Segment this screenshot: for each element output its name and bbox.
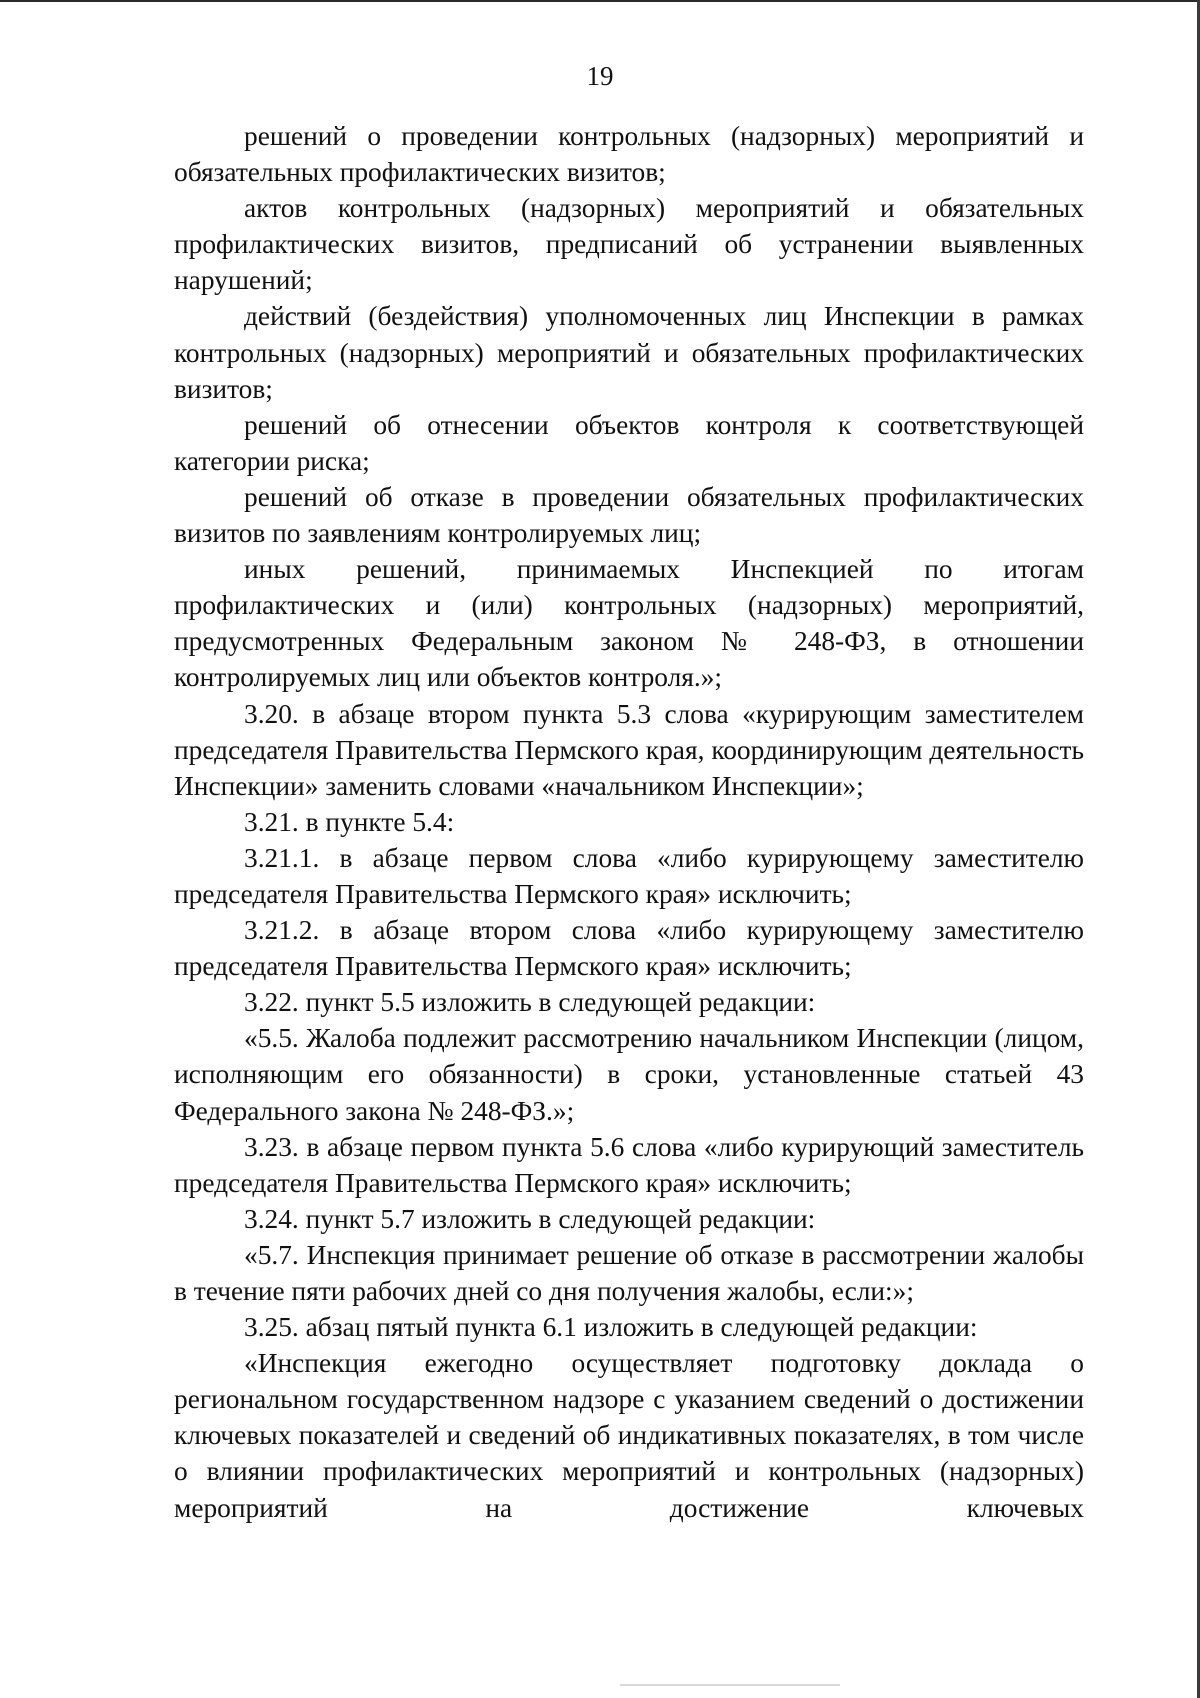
paragraph-13: 3.23. в абзаце первом пункта 5.6 слова «либо курирующий заместитель председателя Правительства Пермского края» исключить;	[174, 1131, 1084, 1198]
paragraph-3: действий (бездействия) уполномоченных лиц Инспекции в рамках контрольных (надзорных) мероприятий и обязательных профилактических визитов;	[174, 301, 1084, 404]
paragraph-17: «Инспекция ежегодно осуществляет подготовку доклада о региональном государственном надзоре с указанием сведений о достижении ключевых показателей и сведений об индикативных показателях, в том числе о влиянии профилактических мероприятий и контрольных (надзорных) мероприятий на достижение ключевых	[174, 1348, 1084, 1523]
paragraph-4: решений об отнесении объектов контроля к соответствующей категории риска;	[174, 409, 1084, 476]
paragraph-1: решений о проведении контрольных (надзорных) мероприятий и обязательных профилактических визитов;	[174, 121, 1084, 188]
paragraph-15: «5.7. Инспекция принимает решение об отказе в рассмотрении жалобы в течение пяти рабочих дней со дня получения жалобы, если:»;	[174, 1239, 1084, 1306]
paragraph-9: 3.21.1. в абзаце первом слова «либо курирующему заместителю председателя Правительства Пермского края» исключить;	[174, 842, 1084, 909]
scan-artifact	[620, 1684, 840, 1686]
paragraph-6: иных решений, принимаемых Инспекцией по итогам профилактических и (или) контрольных (надзорных) мероприятий, предусмотренных Федеральным законом № 248-ФЗ, в отношении контролируемых лиц или объектов контроля.»;	[174, 554, 1084, 693]
paragraph-2: актов контрольных (надзорных) мероприятий и обязательных профилактических визитов, предписаний об устранении выявленных нарушений;	[174, 193, 1084, 296]
paragraph-14: 3.24. пункт 5.7 изложить в следующей редакции:	[244, 1203, 816, 1234]
page-number: 19	[586, 61, 614, 91]
paragraph-11: 3.22. пункт 5.5 изложить в следующей редакции:	[244, 987, 816, 1018]
scan-edge-top	[0, 0, 1200, 2]
document-body	[174, 118, 1084, 1526]
paragraph-16: 3.25. абзац пятый пункта 6.1 изложить в следующей редакции:	[244, 1312, 978, 1343]
paragraph-10: 3.21.2. в абзаце втором слова «либо курирующему заместителю председателя Правительства Пермского края» исключить;	[174, 915, 1084, 982]
paragraph-8: 3.21. в пункте 5.4:	[244, 806, 455, 837]
paragraph-12: «5.5. Жалоба подлежит рассмотрению начальником Инспекции (лицом, исполняющим его обязанности) в сроки, установленные статьей 43 Федерального закона № 248-ФЗ.»;	[174, 1023, 1084, 1126]
paragraph-5: решений об отказе в проведении обязательных профилактических визитов по заявлениям контролируемых лиц;	[174, 481, 1084, 549]
paragraph-7: 3.20. в абзаце втором пункта 5.3 слова «курирующим заместителем председателя Правительства Пермского края, координирующим деятельность Инспекции» заменить словами «начальником Инспекции»;	[174, 698, 1084, 801]
